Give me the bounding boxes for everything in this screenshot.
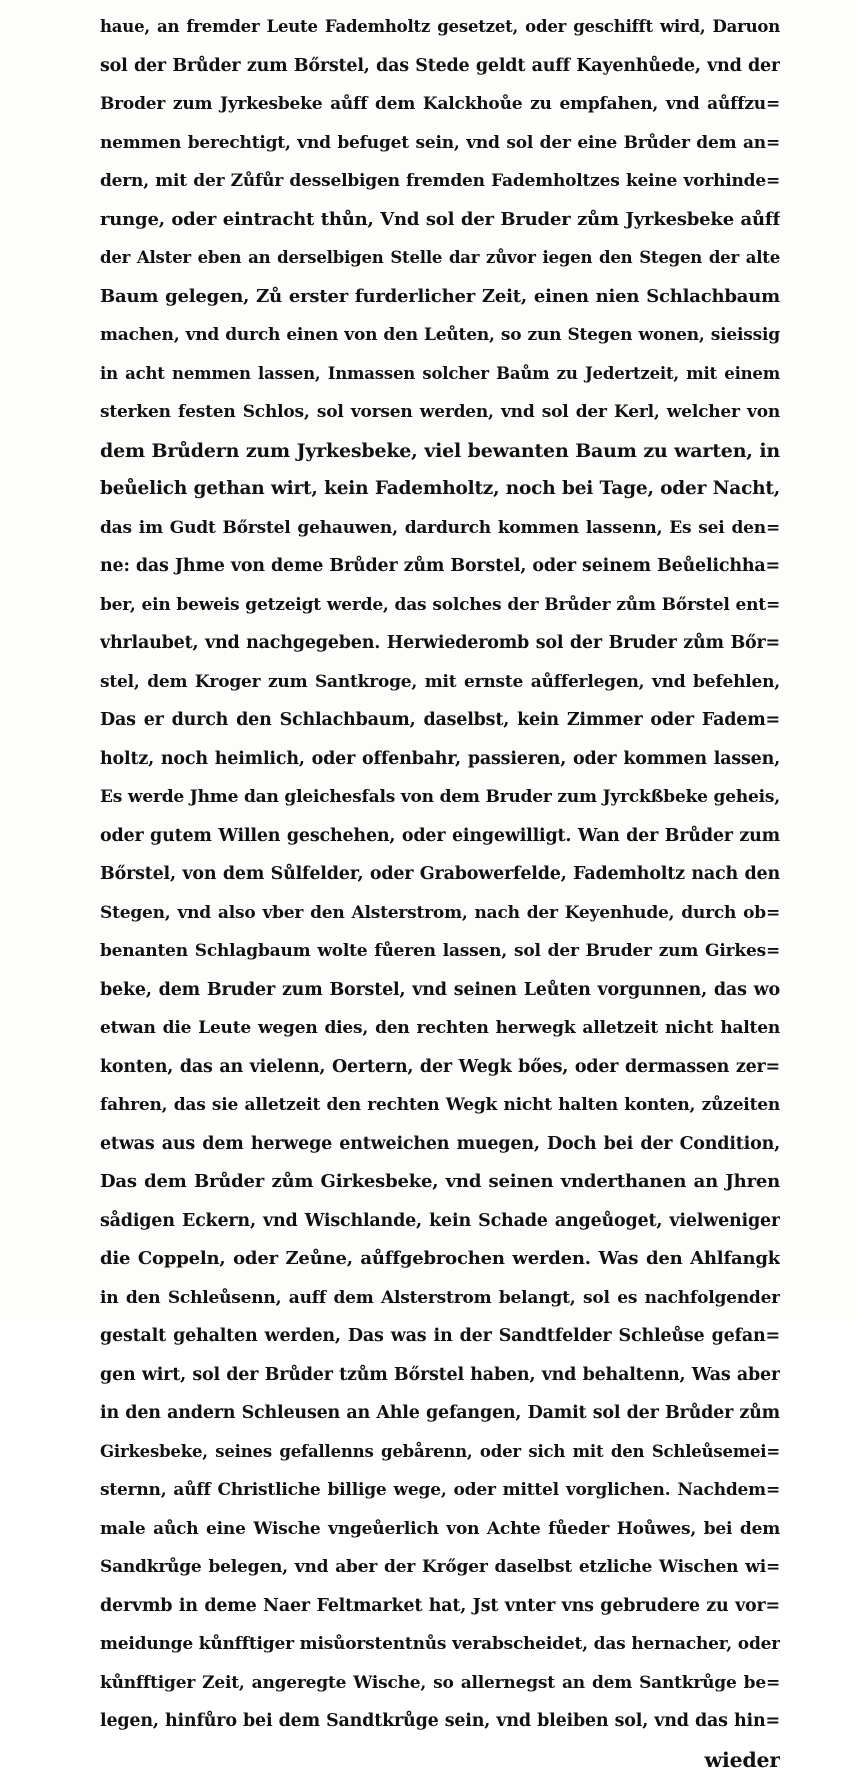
text-line: dem Brůdern zum Jyrkesbeke, viel bewanten Baum zu warten, in: [100, 432, 780, 471]
text-line: dervmb in deme Naer Feltmarket hat, Jst vnter vns gebrudere zu vor=: [100, 1587, 780, 1626]
text-line: Das er durch den Schlachbaum, daselbst, kein Zimmer oder Fadem=: [100, 701, 780, 740]
text-line: vhrlaubet, vnd nachgegeben. Herwiederomb sol der Bruder zům Bőr=: [100, 624, 780, 663]
text-line: gen wirt, sol der Brůder tzům Bőrstel haben, vnd behaltenn, Was aber: [100, 1356, 780, 1395]
text-line: oder gutem Willen geschehen, oder eingewilligt. Wan der Brůder zum: [100, 817, 780, 856]
text-line: runge, oder eintracht thůn, Vnd sol der Bruder zům Jyrkesbeke aůff: [100, 201, 780, 240]
text-line: meidunge kůnfftiger misůorstentnůs verabscheidet, das hernacher, oder: [100, 1625, 780, 1664]
text-line: etwan die Leute wegen dies, den rechten herwegk alletzeit nicht halten: [100, 1009, 780, 1048]
text-line: dern, mit der Zůfůr desselbigen fremden Fademholtzes keine vorhinde=: [100, 162, 780, 201]
text-line: beke, dem Bruder zum Borstel, vnd seinen Leůten vorgunnen, das wo: [100, 971, 780, 1010]
text-line: sol der Brůder zum Bőrstel, das Stede geldt auff Kayenhůede, vnd der: [100, 47, 780, 86]
text-line: sternn, aůff Christliche billige wege, oder mittel vorglichen. Nachdem=: [100, 1471, 780, 1510]
body-text: [100, 8, 780, 1779]
text-line: Stegen, vnd also vber den Alsterstrom, nach der Keyenhude, durch ob=: [100, 894, 780, 933]
text-line: Es werde Jhme dan gleichesfals von dem Bruder zum Jyrckßbeke geheis,: [100, 778, 780, 817]
text-line: gestalt gehalten werden, Das was in der Sandtfelder Schleůse gefan=: [100, 1317, 780, 1356]
text-line: benanten Schlagbaum wolte fůeren lassen, sol der Bruder zum Girkes=: [100, 932, 780, 971]
text-line: Baum gelegen, Zů erster furderlicher Zeit, einen nien Schlachbaum: [100, 278, 780, 317]
text-line: nemmen berechtigt, vnd befuget sein, vnd sol der eine Brůder dem an=: [100, 124, 780, 163]
text-line: das im Gudt Bőrstel gehauwen, dardurch kommen lassenn, Es sei den=: [100, 509, 780, 548]
text-line: Bőrstel, von dem Sůlfelder, oder Grabowerfelde, Fademholtz nach den: [100, 855, 780, 894]
text-line: konten, das an vielenn, Oertern, der Wegk bőes, oder dermassen zer=: [100, 1048, 780, 1087]
text-line: in acht nemmen lassen, Inmassen solcher Baům zu Jedertzeit, mit einem: [100, 355, 780, 394]
text-line: die Coppeln, oder Zeůne, aůffgebrochen werden. Was den Ahlfangk: [100, 1240, 780, 1279]
text-line: in den Schleůsenn, auff dem Alsterstrom belangt, sol es nachfolgender: [100, 1279, 780, 1318]
text-line: ne: das Jhme von deme Brůder zům Borstel, oder seinem Beůelichha=: [100, 547, 780, 586]
text-line: Sandkrůge belegen, vnd aber der Krőger daselbst etzliche Wischen wi=: [100, 1548, 780, 1587]
text-line: haue, an fremder Leute Fademholtz gesetzet, oder geschifft wird, Daruon: [100, 8, 780, 47]
text-line: male aůch eine Wische vngeůerlich von Achte fůeder Hoůwes, bei dem: [100, 1510, 780, 1549]
text-line: Das dem Brůder zům Girkesbeke, vnd seinen vnderthanen an Jhren: [100, 1163, 780, 1202]
text-line: etwas aus dem herwege entweichen muegen, Doch bei der Condition,: [100, 1125, 780, 1164]
text-line: fahren, das sie alletzeit den rechten Wegk nicht halten konten, zůzeiten: [100, 1086, 780, 1125]
text-line: legen, hinfůro bei dem Sandtkrůge sein, vnd bleiben sol, vnd das hin=: [100, 1702, 780, 1741]
text-line: in den andern Schleusen an Ahle gefangen, Damit sol der Brůder zům: [100, 1394, 780, 1433]
text-line: stel, dem Kroger zum Santkroge, mit ernste aůfferlegen, vnd befehlen,: [100, 663, 780, 702]
text-line: Broder zum Jyrkesbeke aůff dem Kalckhoůe zu empfahen, vnd aůffzu=: [100, 85, 780, 124]
text-line: ber, ein beweis getzeigt werde, das solches der Brůder zům Bőrstel ent=: [100, 586, 780, 625]
text-line: beůelich gethan wirt, kein Fademholtz, noch bei Tage, oder Nacht,: [100, 470, 780, 509]
text-line: Girkesbeke, seines gefallenns gebårenn, oder sich mit den Schleůsemei=: [100, 1433, 780, 1472]
catchword: wieder: [100, 1741, 780, 1779]
text-line: holtz, noch heimlich, oder offenbahr, passieren, oder kommen lassen,: [100, 740, 780, 779]
text-line: machen, vnd durch einen von den Leůten, so zun Stegen wonen, sieissig: [100, 316, 780, 355]
text-line: sterken festen Schlos, sol vorsen werden, vnd sol der Kerl, welcher von: [100, 393, 780, 432]
text-line: der Alster eben an derselbigen Stelle dar zůvor iegen den Stegen der alte: [100, 239, 780, 278]
text-line: sådigen Eckern, vnd Wischlande, kein Schade angeůoget, vielweniger: [100, 1202, 780, 1241]
text-line: kůnfftiger Zeit, angeregte Wische, so allernegst an dem Santkrůge be=: [100, 1664, 780, 1703]
